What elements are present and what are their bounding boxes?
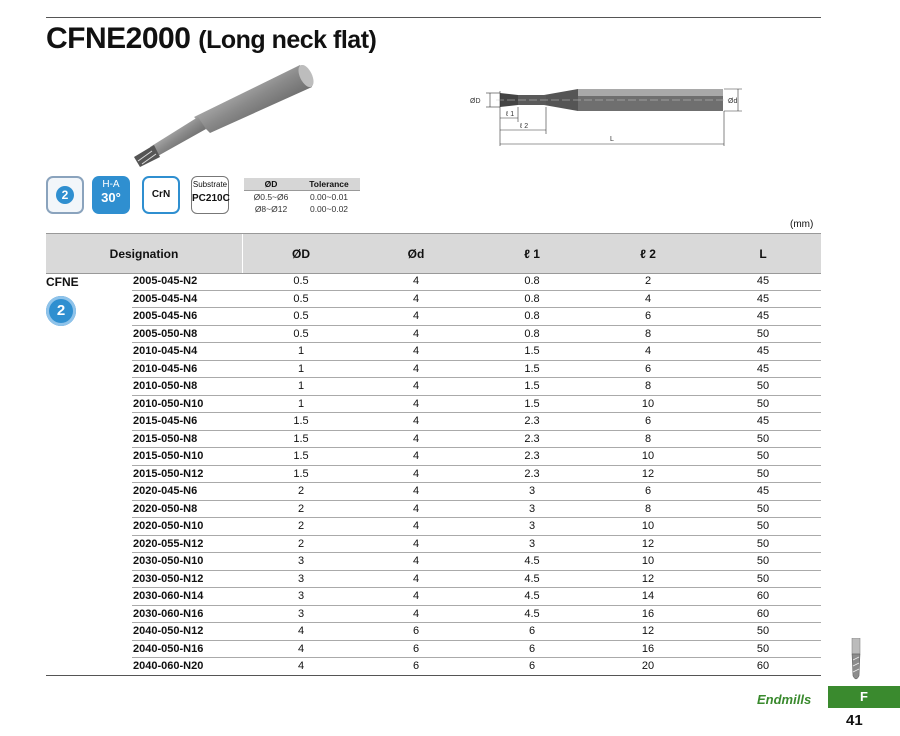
value-cell: 50 xyxy=(756,555,770,567)
value-cell: 4 xyxy=(297,660,305,672)
value-cell: 45 xyxy=(756,310,770,322)
value-cell: 50 xyxy=(756,642,770,655)
table-row xyxy=(46,571,821,589)
product-table xyxy=(46,273,821,676)
substrate-label: Substrate xyxy=(192,180,228,189)
value-cell: 12 xyxy=(641,537,655,550)
value-cell: 4.5 xyxy=(524,572,540,585)
designation-cell: 2015-045-N6 xyxy=(133,415,198,427)
value-cell: 0.8 xyxy=(524,327,540,340)
page-title xyxy=(46,22,376,56)
value-cell: 1.5 xyxy=(524,380,540,392)
table-row xyxy=(46,483,821,501)
value-cell: 60 xyxy=(756,607,770,620)
value-cell: 4 xyxy=(412,590,420,602)
table-row xyxy=(46,448,821,466)
value-cell: 3 xyxy=(528,520,536,532)
designation-cell: 2020-050-N8 xyxy=(133,502,198,515)
value-cell: 12 xyxy=(641,625,655,637)
endmill-side-icon xyxy=(846,638,866,683)
designation-cell: 2040-050-N16 xyxy=(133,642,204,655)
value-cell: 4 xyxy=(412,450,420,462)
value-cell: 20 xyxy=(641,660,655,672)
value-cell: 4 xyxy=(412,607,420,620)
tol-cell: 0.00~0.02 xyxy=(309,204,349,214)
value-cell: 4 xyxy=(412,520,420,532)
value-cell: 16 xyxy=(641,607,655,620)
value-cell: 45 xyxy=(756,345,770,357)
value-cell: 6 xyxy=(644,415,652,427)
table-row xyxy=(46,588,821,606)
designation-cell: 2005-045-N2 xyxy=(133,275,198,287)
value-cell: 2.3 xyxy=(524,415,540,427)
value-cell: 10 xyxy=(641,520,655,532)
designation-cell: 2010-050-N10 xyxy=(133,397,204,410)
unit-label: (mm) xyxy=(790,219,814,230)
table-row xyxy=(46,378,821,396)
value-cell: 1.5 xyxy=(524,397,540,410)
value-cell: 4 xyxy=(297,642,305,655)
designation-cell: 2030-050-N10 xyxy=(133,555,204,567)
value-cell: 2.3 xyxy=(524,432,540,445)
value-cell: 4 xyxy=(412,275,420,287)
designation-cell: 2010-050-N8 xyxy=(133,380,198,392)
table-row xyxy=(46,641,821,659)
table-row xyxy=(46,623,821,641)
title-main: CFNE2000 xyxy=(46,22,191,55)
designation-cell: 2040-050-N12 xyxy=(133,625,204,637)
value-cell: 4 xyxy=(412,345,420,357)
tol-cell: Ø8~Ø12 xyxy=(254,204,288,214)
value-cell: 3 xyxy=(528,485,536,497)
value-cell: 0.8 xyxy=(524,292,540,305)
table-row xyxy=(46,466,821,484)
designation-cell: 2020-055-N12 xyxy=(133,537,204,550)
value-cell: 6 xyxy=(412,642,420,655)
designation-cell: 2010-045-N4 xyxy=(133,345,198,357)
value-cell: 4 xyxy=(644,345,652,357)
value-cell: 50 xyxy=(756,467,770,480)
value-cell: 12 xyxy=(641,467,655,480)
value-cell: 50 xyxy=(756,432,770,445)
flute-badge xyxy=(46,176,84,214)
table-row xyxy=(46,606,821,624)
value-cell: 4.5 xyxy=(524,607,540,620)
header-designation: Designation xyxy=(109,247,179,261)
header-od2: Ød xyxy=(407,247,425,261)
value-cell: 10 xyxy=(641,555,655,567)
designation-cell: 2005-045-N4 xyxy=(133,292,198,305)
value-cell: 4 xyxy=(412,380,420,392)
value-cell: 3 xyxy=(297,607,305,620)
value-cell: 50 xyxy=(756,450,770,462)
category-tab: F xyxy=(828,686,900,708)
value-cell: 50 xyxy=(756,520,770,532)
table-row xyxy=(46,536,821,554)
value-cell: 6 xyxy=(528,625,536,637)
table-row xyxy=(46,553,821,571)
value-cell: 4 xyxy=(412,327,420,340)
value-cell: 0.5 xyxy=(293,275,309,287)
value-cell: 8 xyxy=(644,432,652,445)
top-rule xyxy=(46,17,821,18)
value-cell: 4 xyxy=(297,625,305,637)
value-cell: 6 xyxy=(528,642,536,655)
label-L: L xyxy=(610,136,614,143)
tol-cell: 0.00~0.01 xyxy=(309,192,349,202)
title-sub: (Long neck flat) xyxy=(198,26,377,54)
tol-header-tol: Tolerance xyxy=(298,178,360,191)
value-cell: 8 xyxy=(644,380,652,392)
value-cell: 4 xyxy=(412,537,420,550)
value-cell: 8 xyxy=(644,327,652,340)
table-row xyxy=(46,326,821,344)
designation-cell: 2030-050-N12 xyxy=(133,572,204,585)
designation-cell: 2015-050-N12 xyxy=(133,467,204,480)
table-row xyxy=(46,396,821,414)
value-cell: 4 xyxy=(412,397,420,410)
value-cell: 0.5 xyxy=(293,292,309,305)
table-header xyxy=(46,233,821,274)
substrate-value: PC210C xyxy=(192,193,230,204)
helix-top: H-A xyxy=(102,179,120,190)
designation-cell: 2005-045-N6 xyxy=(133,310,198,322)
value-cell: 2 xyxy=(644,275,652,287)
tolerance-table xyxy=(244,178,360,215)
header-l2: ℓ 2 xyxy=(640,247,656,261)
designation-cell: 2015-050-N8 xyxy=(133,432,198,445)
value-cell: 2 xyxy=(297,537,305,550)
coating-badge: CrN xyxy=(142,176,180,214)
dimension-drawing xyxy=(466,78,756,153)
header-L: L xyxy=(759,247,767,261)
designation-cell: 2040-060-N20 xyxy=(133,660,204,672)
flute-count: 2 xyxy=(56,186,74,204)
helix-angle: 30° xyxy=(101,190,121,205)
value-cell: 1 xyxy=(297,345,305,357)
value-cell: 1 xyxy=(297,380,305,392)
designation-cell: 2030-060-N16 xyxy=(133,607,204,620)
flute-icon: 2 xyxy=(46,296,76,326)
value-cell: 45 xyxy=(756,415,770,427)
value-cell: 4.5 xyxy=(524,590,540,602)
value-cell: 4.5 xyxy=(524,555,540,567)
value-cell: 16 xyxy=(641,642,655,655)
value-cell: 6 xyxy=(412,625,420,637)
value-cell: 50 xyxy=(756,625,770,637)
label-od2: Ød xyxy=(728,98,738,105)
table-row xyxy=(46,501,821,519)
value-cell: 1.5 xyxy=(524,345,540,357)
label-l1: ℓ 1 xyxy=(506,111,515,118)
value-cell: 1.5 xyxy=(293,432,309,445)
value-cell: 50 xyxy=(756,572,770,585)
value-cell: 4 xyxy=(412,467,420,480)
table-row xyxy=(46,308,821,326)
value-cell: 45 xyxy=(756,275,770,287)
value-cell: 50 xyxy=(756,397,770,410)
helix-badge xyxy=(92,176,130,214)
value-cell: 4 xyxy=(412,362,420,375)
value-cell: 60 xyxy=(756,660,770,672)
substrate-badge xyxy=(191,176,229,214)
value-cell: 3 xyxy=(297,590,305,602)
value-cell: 4 xyxy=(412,310,420,322)
table-row xyxy=(46,291,821,309)
value-cell: 10 xyxy=(641,397,655,410)
value-cell: 3 xyxy=(297,572,305,585)
table-row xyxy=(46,431,821,449)
value-cell: 50 xyxy=(756,380,770,392)
table-row xyxy=(46,273,821,291)
value-cell: 4 xyxy=(412,292,420,305)
header-l1: ℓ 1 xyxy=(524,247,540,261)
value-cell: 2 xyxy=(297,485,305,497)
label-od: ØD xyxy=(470,98,481,105)
value-cell: 4 xyxy=(412,555,420,567)
designation-cell: 2015-050-N10 xyxy=(133,450,204,462)
designation-cell: 2030-060-N14 xyxy=(133,590,204,602)
value-cell: 0.5 xyxy=(293,310,309,322)
value-cell: 3 xyxy=(297,555,305,567)
category-label: Endmills xyxy=(757,692,812,707)
value-cell: 60 xyxy=(756,590,770,602)
value-cell: 2 xyxy=(297,502,305,515)
value-cell: 0.5 xyxy=(293,327,309,340)
designation-cell: 2005-050-N8 xyxy=(133,327,198,340)
value-cell: 1.5 xyxy=(524,362,540,375)
value-cell: 14 xyxy=(641,590,655,602)
value-cell: 4 xyxy=(412,432,420,445)
value-cell: 6 xyxy=(644,485,652,497)
value-cell: 0.8 xyxy=(524,275,540,287)
value-cell: 50 xyxy=(756,502,770,515)
header-od: ØD xyxy=(292,247,310,261)
value-cell: 2.3 xyxy=(524,467,540,480)
table-row xyxy=(46,361,821,379)
value-cell: 3 xyxy=(528,502,536,515)
value-cell: 4 xyxy=(412,572,420,585)
tol-header-od: ØD xyxy=(244,178,298,191)
value-cell: 4 xyxy=(412,415,420,427)
value-cell: 1.5 xyxy=(293,450,309,462)
value-cell: 3 xyxy=(528,537,536,550)
table-row xyxy=(46,658,821,676)
value-cell: 4 xyxy=(412,502,420,515)
value-cell: 1 xyxy=(297,362,305,375)
value-cell: 2 xyxy=(297,520,305,532)
value-cell: 10 xyxy=(641,450,655,462)
value-cell: 45 xyxy=(756,362,770,375)
value-cell: 4 xyxy=(412,485,420,497)
value-cell: 1 xyxy=(297,397,305,410)
value-cell: 50 xyxy=(756,537,770,550)
value-cell: 4 xyxy=(644,292,652,305)
value-cell: 8 xyxy=(644,502,652,515)
label-l2: ℓ 2 xyxy=(520,123,529,130)
table-row xyxy=(46,518,821,536)
designation-cell: 2010-045-N6 xyxy=(133,362,198,375)
value-cell: 6 xyxy=(644,310,652,322)
value-cell: 1.5 xyxy=(293,415,309,427)
endmill-photo xyxy=(132,65,322,170)
value-cell: 12 xyxy=(641,572,655,585)
value-cell: 2.3 xyxy=(524,450,540,462)
tol-cell: Ø0.5~Ø6 xyxy=(253,192,289,202)
value-cell: 6 xyxy=(528,660,536,672)
page-number: 41 xyxy=(846,712,863,729)
value-cell: 6 xyxy=(412,660,420,672)
value-cell: 45 xyxy=(756,485,770,497)
table-row xyxy=(46,343,821,361)
designation-cell: 2020-050-N10 xyxy=(133,520,204,532)
series-name: CFNE xyxy=(46,275,79,289)
value-cell: 0.8 xyxy=(524,310,540,322)
table-row xyxy=(46,413,821,431)
value-cell: 50 xyxy=(756,327,770,340)
value-cell: 1.5 xyxy=(293,467,309,480)
designation-cell: 2020-045-N6 xyxy=(133,485,198,497)
value-cell: 6 xyxy=(644,362,652,375)
value-cell: 45 xyxy=(756,292,770,305)
